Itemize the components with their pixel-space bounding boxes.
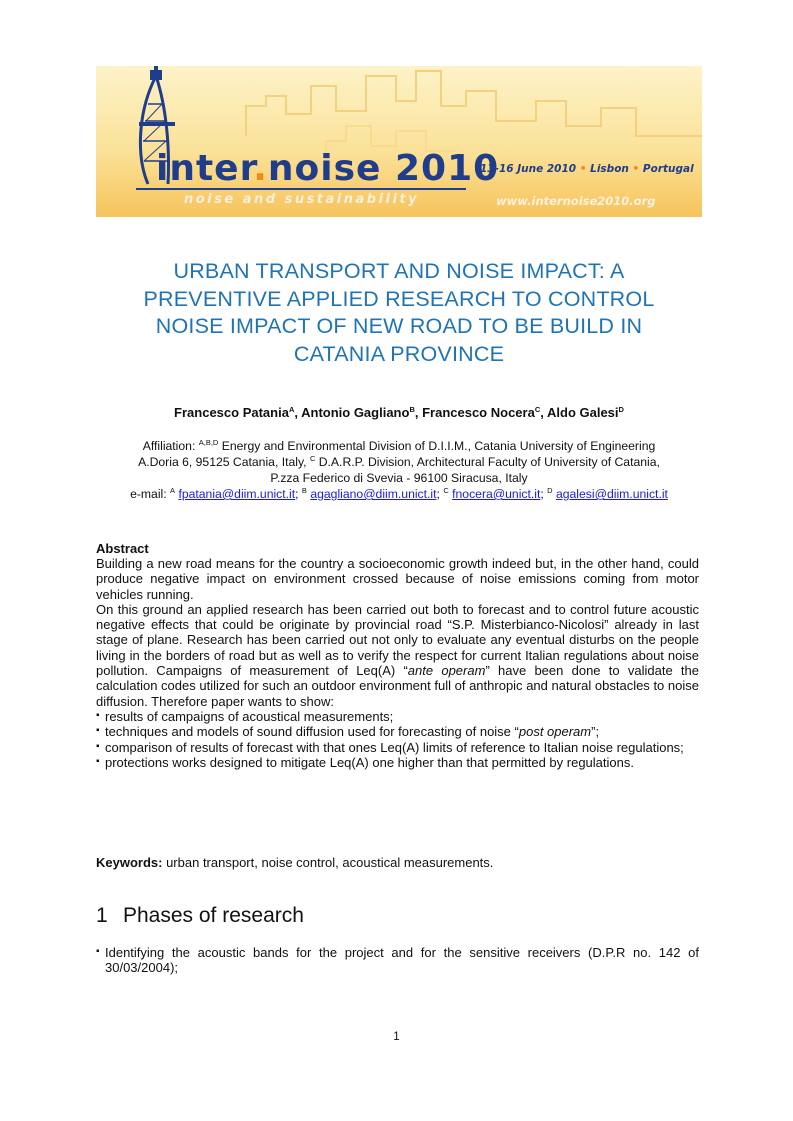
- author-list: Francesco Patania$^A$, Antonio Gagliano$^B$, Francesco Nocera$^C$, Aldo Galesi$^D$: [174, 405, 624, 420]
- list-item: ▪ protections works designed to mitigate Leq(A) one higher than that permitted by regulations.: [96, 755, 699, 770]
- page-number: 1: [393, 1031, 400, 1043]
- abstract-body: [96, 556, 699, 770]
- keywords-line: Keywords: urban transport, noise control, acoustical measurements.: [96, 855, 494, 870]
- email-link[interactable]: fpatania@diim.unict.it: [178, 487, 296, 501]
- email-line: e-mail: $^A$ fpatania@diim.unict.it; $^B$ agagliano@diim.unict.it; $^C$ fnocera@unict.it; $^D$ agalesi@diim.unict.it: [130, 486, 668, 501]
- section-bullet-list: [96, 945, 699, 976]
- affiliation-block: Affiliation: $^{A,B,D}$ Energy and Environmental Division of D.I.I.M., Catania University of Engineering A.Doria 6, 95125 Catania, Italy, $^C$ D.A.R.P. Division, Architectural Faculty of University of Catania, P.zza Federico di Svevia - 96100 Siracusa, Italy e-mail: $^A$ fpatania@diim.unict.it; $^B$ agagliano@diim.unict.it; $^C$ fnocera@unict.it; $^D$ agalesi@diim.unict.it: [96, 438, 702, 502]
- email-link[interactable]: fnocera@unict.it: [452, 487, 541, 501]
- list-item: ▪ techniques and models of sound diffusion used for forecasting of noise “post operam”;: [96, 724, 699, 739]
- section-heading: 1 Phases of research: [96, 904, 304, 927]
- email-link[interactable]: agagliano@diim.unict.it: [310, 487, 437, 501]
- abstract-heading: Abstract: [96, 541, 149, 556]
- list-item: ▪ Identifying the acoustic bands for the project and for the sensitive receivers (D.P.R no. 142 of 30/03/2004);: [96, 945, 699, 976]
- conference-dates: 13-16 June 2010 • Lisbon • Portugal: [480, 163, 694, 175]
- author-name: Antonio Gagliano: [301, 405, 410, 420]
- abstract-paragraph: Building a new road means for the country a socioeconomic growth indeed but, in the other hand, could produce negative impact on environment crossed because of noise emissions coming from motor vehicles running.: [96, 556, 699, 602]
- author-name: Aldo Galesi: [547, 405, 619, 420]
- conference-name: inter.noise 2010: [156, 148, 500, 189]
- conference-banner: [96, 66, 702, 217]
- list-item: ▪ comparison of results of forecast with that ones Leq(A) limits of reference to Italian noise regulations;: [96, 740, 699, 755]
- list-item: ▪ results of campaigns of acoustical measurements;: [96, 709, 699, 724]
- author-name: Francesco Nocera: [422, 405, 535, 420]
- paper-title: URBAN TRANSPORT AND NOISE IMPACT: A PREVENTIVE APPLIED RESEARCH TO CONTROL NOISE IMPACT OF NEW ROAD TO BE BUILD IN CATANIA PROVINCE: [143, 259, 655, 366]
- skyline-outline: [246, 71, 702, 136]
- conference-url: www.internoise2010.org: [496, 194, 656, 208]
- email-link[interactable]: agalesi@diim.unict.it: [555, 487, 668, 501]
- abstract-bullet-list: [96, 709, 699, 770]
- conference-tagline: noise and sustainability: [184, 192, 420, 207]
- abstract-paragraph: On this ground an applied research has been carried out both to forecast and to control future acoustic negative effects that could be originate by provincial road “S.P. Misterbianco-Nicolosi” already in last stage of plane. Research has been carried out not only to evaluate any eventual disturbs on the people living in the borders of road but as well as to verify the respect for current Italian regulations about noise pollution. Campaigns of measurement of Leq(A) “ante operam” have been done to validate the calculation codes utilized for such an outdoor environment full of anthropic and natural obstacles to noise diffusion. Therefore paper wants to show:: [96, 601, 699, 709]
- author-name: Francesco Patania: [174, 405, 289, 420]
- section-body: [96, 945, 699, 976]
